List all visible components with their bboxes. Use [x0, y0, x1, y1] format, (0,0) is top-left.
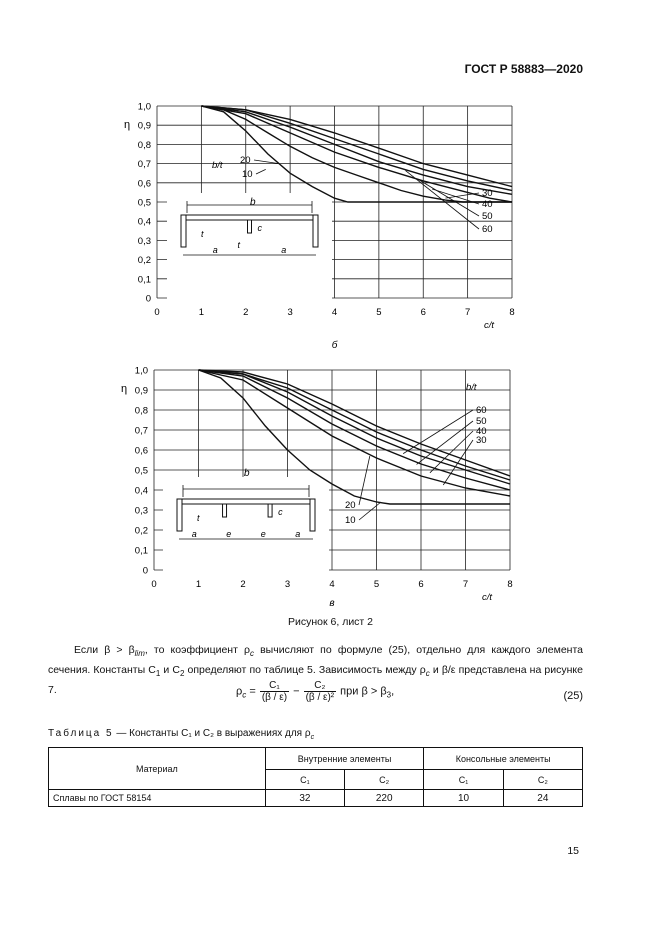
legend-label-20: 20: [240, 155, 251, 166]
x-axis-label: c/t: [482, 592, 493, 603]
table-row: [49, 790, 583, 807]
y-tick-label: 0,9: [137, 120, 151, 132]
x-tick-label: 2: [240, 579, 246, 590]
header-c1-cant: C₁: [424, 770, 503, 790]
header-c2-cant: C₂: [503, 770, 582, 790]
inset-label-t1: t: [197, 513, 200, 523]
x-tick-label: 5: [373, 579, 380, 590]
equation-number: (25): [563, 690, 583, 702]
y-tick-label: 0,7: [134, 425, 148, 437]
cell-material: Сплавы по ГОСТ 58154: [49, 790, 266, 807]
legend-title: b/t: [466, 382, 477, 393]
inset-label-c: c: [257, 223, 262, 233]
y-tick-label: 0,9: [134, 385, 148, 397]
section-web-left: [181, 215, 186, 247]
y-tick-label: 0: [145, 293, 151, 305]
y-tick-label: 0,5: [134, 465, 148, 477]
x-tick-label: 4: [331, 307, 338, 318]
x-tick-label: 4: [329, 579, 335, 590]
legend-leader-10: [256, 169, 266, 174]
y-tick-label: 0,8: [137, 139, 151, 151]
page-number: 15: [567, 845, 579, 857]
y-tick-label: 0,2: [137, 255, 151, 267]
legend-leader-10: [359, 502, 381, 520]
section-flange: [177, 499, 315, 504]
legend-leader-30: [445, 193, 479, 198]
legend-label-30: 30: [476, 435, 487, 446]
y-tick-label: 1,0: [134, 365, 148, 377]
cell-cant-c2: 24: [503, 790, 582, 807]
series-line-50: [199, 370, 511, 480]
body-paragraph: Если $\beta > \beta_{lim}$, то коэффициент $\rho_c$ вычисляют по формуле (25), отдельно для каждого элемента сечения. Константы $C_1$ и $C_2$ определяют по таблице 5. Зависимость между $\rho_c$ и β/ε представлена на рисунке 7.: [48, 644, 583, 697]
series-line-40: [199, 370, 511, 484]
constants-table: [48, 747, 583, 807]
chart-v: [0, 358, 661, 613]
x-tick-label: 1: [198, 307, 205, 318]
header-inner: Внутренние элементы: [265, 748, 424, 770]
legend-label-60: 60: [482, 224, 493, 235]
y-tick-label: 0,3: [137, 235, 151, 247]
y-tick-label: 0,1: [134, 545, 148, 557]
x-tick-label: 7: [464, 307, 471, 318]
panel-letter: в: [329, 598, 335, 609]
header-cantilever: Консольные элементы: [424, 748, 583, 770]
x-tick-label: 0: [151, 579, 157, 590]
y-tick-label: 0,5: [137, 197, 151, 209]
section-stiffener: [223, 504, 227, 517]
cell-cant-c1: 10: [424, 790, 503, 807]
x-tick-label: 3: [284, 579, 291, 590]
inset-label-span: a: [295, 529, 301, 539]
header-material: Материал: [49, 748, 266, 790]
inset-label-span: a: [212, 245, 218, 255]
series-line-40: [201, 106, 512, 194]
legend-label-10: 10: [242, 169, 253, 180]
section-web-right: [313, 215, 318, 247]
legend-label-50: 50: [476, 416, 487, 427]
legend-leader-20: [359, 456, 370, 505]
x-tick-label: 7: [462, 579, 469, 590]
series-line-60: [199, 370, 511, 476]
inset-label-b: b: [250, 197, 256, 208]
y-axis-label: η: [121, 383, 128, 395]
legend-label-20: 20: [345, 500, 356, 511]
y-tick-label: 0,1: [137, 274, 151, 286]
chart-b: [0, 90, 661, 360]
figure-caption: Рисунок 6, лист 2: [288, 616, 373, 628]
legend-leader-60: [403, 410, 473, 454]
y-tick-label: 0,4: [137, 216, 151, 228]
inset-label-span: a: [191, 529, 197, 539]
y-tick-label: 0: [142, 565, 148, 577]
inset-background: [163, 477, 329, 576]
y-tick-label: 0,6: [134, 445, 148, 457]
x-tick-label: 3: [287, 307, 293, 318]
legend-label-40: 40: [482, 199, 493, 210]
inset-label-b: b: [244, 468, 250, 479]
x-tick-label: 1: [195, 579, 202, 590]
section-web-right: [310, 499, 315, 531]
inset-label-t2: t: [237, 240, 241, 250]
inset-label-span: e: [260, 529, 266, 539]
y-tick-label: 1,0: [137, 101, 151, 113]
legend-label-60: 60: [476, 405, 487, 416]
section-flange: [181, 215, 318, 220]
legend-label-30: 30: [482, 188, 493, 199]
x-tick-label: 0: [154, 307, 160, 318]
section-stiffener: [248, 220, 252, 233]
x-tick-label: 8: [507, 579, 513, 590]
header-c2-inner: C₂: [345, 770, 424, 790]
legend-title: b/t: [212, 160, 223, 171]
x-tick-label: 2: [243, 307, 249, 318]
legend-label-10: 10: [345, 515, 356, 526]
series-line-20: [201, 106, 512, 202]
y-tick-label: 0,7: [137, 159, 151, 171]
y-axis-label: η: [124, 119, 131, 131]
cell-inner-c1: 32: [265, 790, 344, 807]
y-tick-label: 0,6: [137, 178, 151, 190]
header-c1-inner: C₁: [265, 770, 344, 790]
inset-label-t1: t: [201, 229, 204, 239]
inset-label-span: e: [226, 529, 232, 539]
document-code: ГОСТ Р 58883—2020: [464, 62, 583, 76]
inset-label-span: a: [281, 245, 287, 255]
section-stiffener: [268, 504, 272, 517]
inset-background: [167, 193, 332, 301]
x-tick-label: 6: [418, 579, 424, 590]
section-web-left: [177, 499, 182, 531]
table-title: Таблица 5 — Константы C₁ и C₂ в выражениях для $\rho_c$: [48, 728, 315, 741]
y-tick-label: 0,4: [134, 485, 148, 497]
x-tick-label: 5: [376, 307, 382, 318]
y-tick-label: 0,3: [134, 505, 148, 517]
legend-label-40: 40: [476, 426, 487, 437]
x-tick-label: 8: [509, 307, 515, 318]
legend-label-50: 50: [482, 211, 493, 222]
inset-label-c: c: [278, 507, 283, 517]
y-tick-label: 0,8: [134, 405, 148, 417]
cell-inner-c2: 220: [345, 790, 424, 807]
y-tick-label: 0,2: [134, 525, 148, 537]
panel-letter: б: [331, 340, 338, 351]
x-axis-label: c/t: [484, 320, 495, 331]
x-tick-label: 6: [420, 307, 426, 318]
formula-25: $\rho_c$ = $\frac{\text{C₁}}{(\beta / \varepsilon)}$ − $\frac{\text{C₂}}{\text{(β / ε)²}}$ при $\beta > \beta_3$,: [236, 680, 395, 703]
